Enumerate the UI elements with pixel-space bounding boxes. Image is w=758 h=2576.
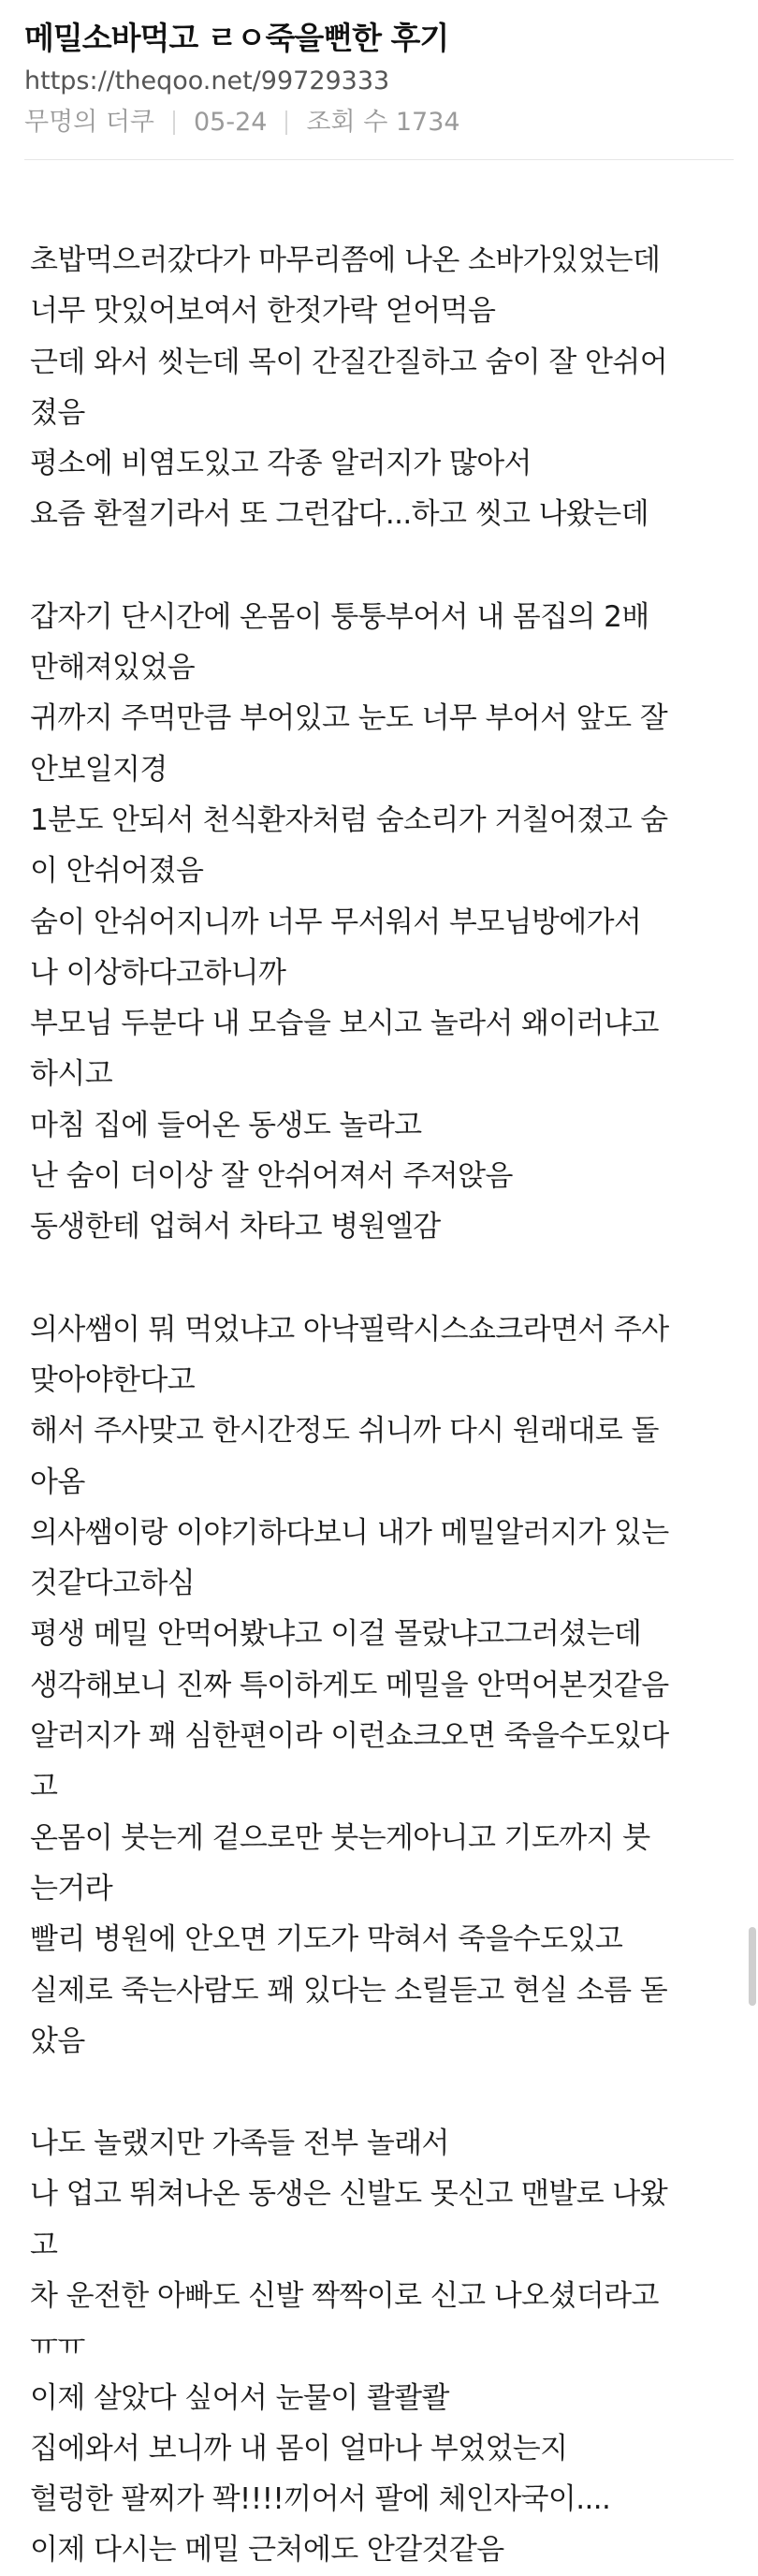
post-author: 무명의 더쿠 — [24, 108, 154, 137]
body-line: 근데 와서 씻는데 목이 간질간질하고 숨이 잘 안쉬어 — [30, 345, 668, 379]
post-body — [0, 235, 758, 2576]
body-line: 고 — [30, 2228, 58, 2262]
body-line: 마침 집에 들어온 동생도 놀라고 — [30, 1108, 422, 1142]
post-meta — [24, 107, 734, 139]
body-line: 았음 — [30, 2024, 85, 2058]
body-line: 숨이 안쉬어지니까 너무 무서워서 부모님방에가서 — [30, 905, 642, 939]
body-line: 실제로 죽는사람도 꽤 있다는 소릴듣고 현실 소름 돋 — [30, 1973, 668, 2008]
meta-divider — [173, 110, 175, 135]
body-line: 동생한테 업혀서 차타고 병원엘감 — [30, 1210, 441, 1244]
body-line: 해서 주사맞고 한시간정도 쉬니까 다시 원래대로 돌 — [30, 1414, 659, 1449]
post-date: 05-24 — [194, 108, 268, 137]
body-line: 의사쌤이랑 이야기하다보니 내가 메밀알러지가 있는 — [30, 1515, 669, 1550]
body-line: 아옴 — [30, 1465, 85, 1499]
body-line: 졌음 — [30, 395, 85, 430]
scrollbar-thumb[interactable] — [749, 1927, 756, 2006]
body-line: 요즘 환절기라서 또 그런갑다...하고 씻고 나왔는데 — [30, 497, 649, 532]
paragraph-4 — [30, 2118, 728, 2576]
meta-divider — [285, 110, 287, 135]
body-line: 평소에 비염도있고 각종 알러지가 많아서 — [30, 447, 532, 481]
post-url[interactable]: https://theqoo.net/99729333 — [24, 66, 390, 96]
paragraph-3 — [30, 1304, 728, 2067]
body-line: 이 안쉬어졌음 — [30, 854, 204, 889]
body-line: 온몸이 붓는게 겉으로만 붓는게아니고 기도까지 붓 — [30, 1820, 650, 1855]
body-line: 하시고 — [30, 1057, 113, 1092]
body-line: 갑자기 단시간에 온몸이 퉁퉁부어서 내 몸집의 2배 — [30, 599, 649, 634]
body-line: 것같다고하심 — [30, 1567, 196, 1601]
body-line: 평생 메밀 안먹어봤냐고 이걸 몰랐냐고그러셨는데 — [30, 1617, 642, 1652]
body-line: ㅠㅠ — [30, 2330, 85, 2364]
body-line: 나 이상하다고하니까 — [30, 955, 286, 990]
body-line: 만해져있었음 — [30, 651, 196, 685]
post-views: 조회 수 1734 — [306, 108, 460, 137]
body-line: 이제 다시는 메밀 근처에도 안갈것같음 — [30, 2533, 504, 2568]
body-line: 헐렁한 팔찌가 꽉!!!!끼어서 팔에 체인자국이.... — [30, 2482, 611, 2517]
body-line: 부모님 두분다 내 모습을 보시고 놀라서 왜이러냐고 — [30, 1007, 659, 1041]
body-line: 난 숨이 더이상 잘 안쉬어져서 주저앉음 — [30, 1159, 513, 1194]
body-line: 나 업고 뛰쳐나온 동생은 신발도 못신고 맨발로 나왔 — [30, 2177, 668, 2212]
post-header — [0, 0, 758, 160]
body-line: 의사쌤이 뭐 먹었냐고 아낙필락시스쇼크라면서 주사 — [30, 1312, 669, 1347]
body-line: 집에와서 보니까 내 몸이 얼마나 부었었는지 — [30, 2431, 568, 2466]
paragraph-2 — [30, 592, 728, 1253]
body-line: 고 — [30, 1770, 58, 1804]
body-line: 안보일지경 — [30, 752, 168, 787]
body-line: 맞아야한다고 — [30, 1362, 196, 1397]
post-title: 메밀소바먹고 ㄹㅇ죽을뻔한 후기 — [24, 20, 449, 56]
body-line: 너무 맛있어보여서 한젓가락 얻어먹음 — [30, 294, 496, 329]
body-line: 나도 놀랬지만 가족들 전부 놀래서 — [30, 2127, 449, 2161]
header-divider — [24, 159, 734, 160]
body-line: 생각해보니 진짜 특이하게도 메밀을 안먹어본것같음 — [30, 1668, 669, 1702]
body-line: 는거라 — [30, 1871, 113, 1906]
body-line: 이제 살았다 싶어서 눈물이 콸콸콸 — [30, 2380, 449, 2415]
body-line: 알러지가 꽤 심한편이라 이런쇼크오면 죽을수도있다 — [30, 1719, 669, 1754]
body-line: 차 운전한 아빠도 신발 짝짝이로 신고 나오셨더라고 — [30, 2278, 659, 2313]
body-line: 귀까지 주먹만큼 부어있고 눈도 너무 부어서 앞도 잘 — [30, 701, 668, 736]
body-line: 빨리 병원에 안오면 기도가 막혀서 죽을수도있고 — [30, 1922, 623, 1957]
body-line: 1분도 안되서 천식환자처럼 숨소리가 거칠어졌고 숨 — [30, 802, 668, 837]
body-line: 초밥먹으러갔다가 마무리쯤에 나온 소바가있었는데 — [30, 243, 661, 277]
paragraph-1 — [30, 235, 728, 540]
